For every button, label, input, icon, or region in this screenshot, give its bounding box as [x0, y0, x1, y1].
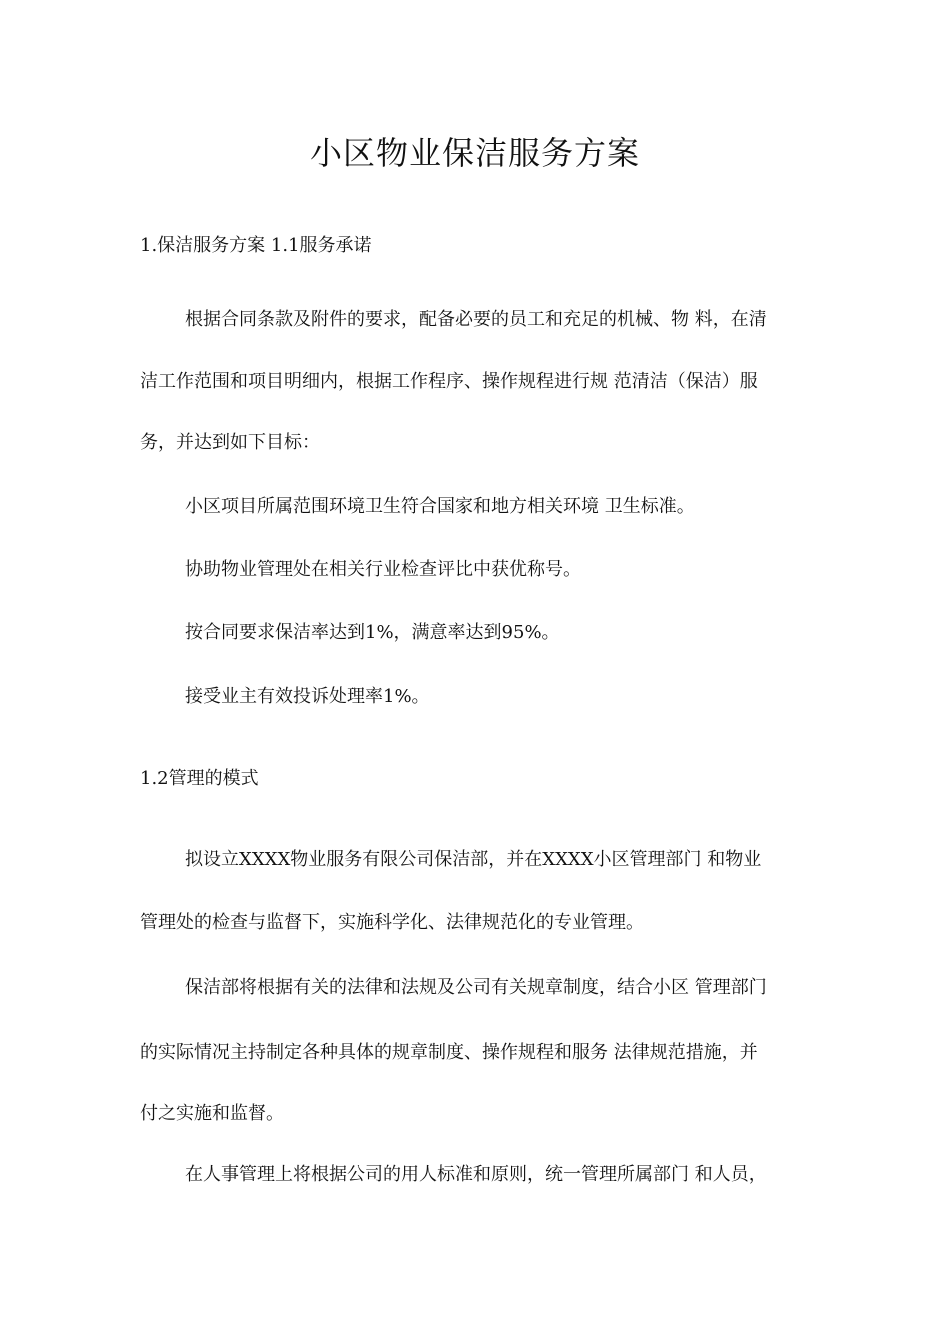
goal-item-1: 小区项目所属范围环境卫生符合国家和地方相关环境 卫生标准。: [185, 496, 695, 517]
paragraph-1-line-1: 根据合同条款及附件的要求，配备必要的员工和充足的机械、物 料，在清: [185, 309, 767, 330]
goal-item-3: 按合同要求保洁率达到1%，满意率达到95%。: [185, 622, 560, 643]
paragraph-4-line-1: 在人事管理上将根据公司的用人标准和原则，统一管理所属部门 和人员，: [185, 1164, 767, 1185]
paragraph-1-line-3: 务，并达到如下目标：: [140, 432, 320, 453]
paragraph-1-line-2: 洁工作范围和项目明细内，根据工作程序、操作规程进行规 范清洁（保洁）服: [140, 371, 758, 392]
section-heading-2: 1.2管理的模式: [140, 768, 259, 789]
paragraph-2-line-1: 拟设立XXXX物业服务有限公司保洁部，并在XXXX小区管理部门 和物业: [185, 849, 762, 870]
document-title: 小区物业保洁服务方案: [309, 134, 640, 172]
paragraph-3-line-1: 保洁部将根据有关的法律和法规及公司有关规章制度，结合小区 管理部门: [185, 977, 767, 998]
goal-item-2: 协助物业管理处在相关行业检查评比中获优称号。: [185, 559, 581, 580]
goal-item-4: 接受业主有效投诉处理率1%。: [185, 686, 430, 707]
section-heading-1: 1.保洁服务方案 1.1服务承诺: [140, 235, 372, 256]
paragraph-2-line-2: 管理处的检查与监督下，实施科学化、法律规范化的专业管理。: [140, 912, 644, 933]
paragraph-3-line-2: 的实际情况主持制定各种具体的规章制度、操作规程和服务 法律规范措施，并: [140, 1042, 758, 1063]
paragraph-3-line-3: 付之实施和监督。: [140, 1103, 284, 1124]
